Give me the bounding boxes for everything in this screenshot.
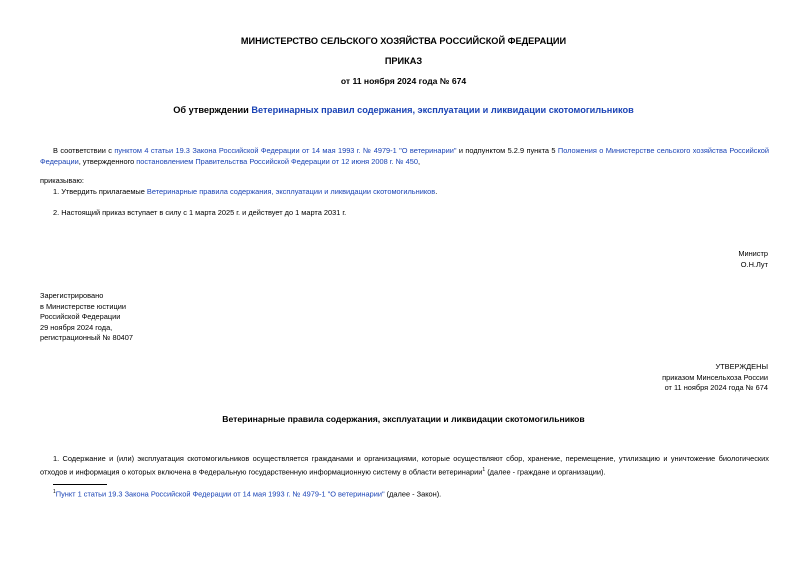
registration-line: Зарегистрировано	[40, 291, 104, 300]
footnote-end: (далее - Закон).	[384, 489, 442, 499]
preamble-text-3: , утвержденного	[78, 156, 137, 166]
registration-block	[40, 291, 133, 344]
order-title	[0, 105, 807, 115]
rule-1-text: 1. Содержание и (или) эксплуатация скотомогильников осуществляется гражданами и организациями, которые осуществляют сбор, хранение, перемещение, утилизацию и уничтожение биологических отходов и информация о которых включена в Федеральную государственную информационную систему в области ветеринарии	[40, 454, 769, 476]
rule-1-end: (далее - граждане и организации).	[485, 466, 606, 476]
rule-1-footnote-ref[interactable]: 1	[482, 466, 486, 473]
registration-line: в Министерстве юстиции	[40, 301, 127, 311]
law-link[interactable]: пунктом 4 статьи 19.3 Закона Российской Федерации от 14 мая 1993 г. № 4979-1 "О ветеринарии"	[114, 146, 457, 155]
order-date-number: от 11 ноября 2024 года № 674	[340, 76, 467, 86]
registration-line: 29 ноября 2024 года,	[40, 322, 113, 332]
approved-line-2: приказом Минсельхоза России	[662, 373, 768, 382]
footnote-1	[53, 487, 441, 499]
order-item-1-end: .	[435, 187, 438, 196]
order-item-1	[53, 187, 437, 197]
preamble-text-1: В соответствии с	[53, 146, 115, 155]
document-type: ПРИКАЗ	[384, 56, 423, 66]
order-word: приказываю:	[40, 176, 84, 185]
rule-paragraph-1	[40, 454, 769, 477]
footnote-mark: 1	[53, 489, 56, 495]
preamble-text-4: ,	[417, 156, 421, 166]
signature-position: Министр	[738, 249, 768, 258]
rules-link[interactable]: Ветеринарные правила содержания, эксплуатации и ликвидации скотомогильников	[146, 187, 436, 196]
registration-line: регистрационный № 80407	[40, 333, 134, 342]
footnote-law-link[interactable]: Пункт 1 статьи 19.3 Закона Российской Федерации от 14 мая 1993 г. № 4979-1 "О ветеринарии"	[55, 489, 385, 499]
order-item-1-text: 1. Утвердить прилагаемые	[53, 187, 147, 196]
approved-line-1: УТВЕРЖДЕНЫ	[715, 362, 768, 371]
order-item-2: 2. Настоящий приказ вступает в силу с 1 марта 2025 г. и действует до 1 марта 2031 г.	[53, 208, 347, 217]
approved-line-3: от 11 ноября 2024 года № 674	[664, 383, 768, 392]
registration-line: Российской Федерации	[40, 312, 121, 321]
order-title-prefix: Об утверждении	[173, 105, 252, 115]
rules-title: Ветеринарные правила содержания, эксплуатации и ликвидации скотомогильников	[222, 414, 585, 424]
signature-name: О.Н.Лут	[740, 260, 768, 269]
government-decree-link[interactable]: постановлением Правительства Российской Федерации от 12 июня 2008 г. № 450	[136, 156, 418, 166]
order-title-link[interactable]: Ветеринарных правил содержания, эксплуатации и ликвидации скотомогильников	[251, 105, 634, 115]
ministry-regulation-link[interactable]: Положения о Министерстве сельского хозяйства Российской Федерации	[40, 146, 770, 166]
footnote-divider	[53, 484, 107, 485]
preamble-paragraph	[40, 146, 769, 167]
preamble-text-2: и подпунктом 5.2.9 пункта 5	[456, 146, 558, 155]
ministry-heading: МИНИСТЕРСТВО СЕЛЬСКОГО ХОЗЯЙСТВА РОССИЙСКОЙ ФЕДЕРАЦИИ	[240, 36, 567, 46]
